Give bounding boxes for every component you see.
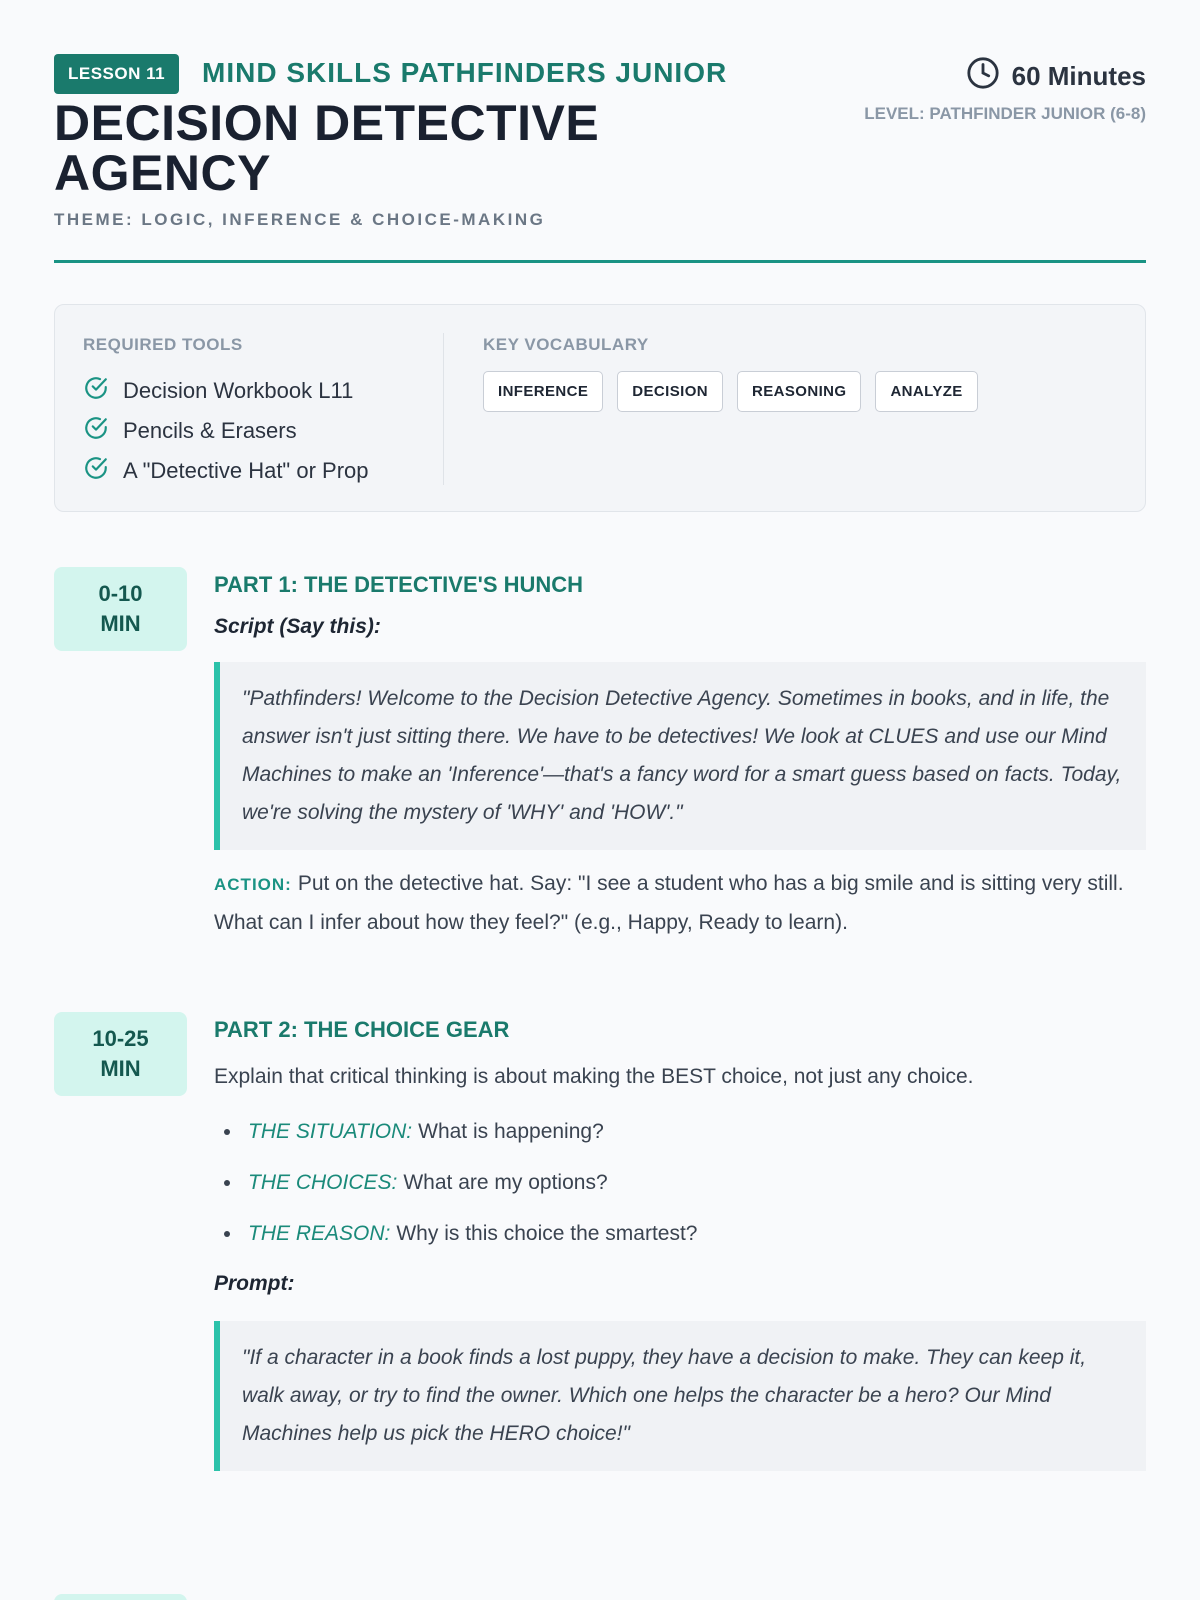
time-unit: MIN (100, 611, 141, 636)
section-title: PART 1: THE DETECTIVE'S HUNCH (214, 572, 584, 597)
lesson-badge: LESSON 11 (54, 54, 179, 94)
time-badge (54, 1012, 187, 1096)
vocab-chip: DECISION (617, 371, 723, 412)
header-divider (54, 260, 1146, 263)
step-text: What are my options? (403, 1171, 608, 1194)
tools-list (83, 371, 423, 491)
step-text: Why is this choice the smartest? (396, 1222, 698, 1245)
tool-label: A "Detective Hat" or Prop (123, 458, 369, 483)
program-name: MIND SKILLS PATHFINDERS JUNIOR (202, 57, 728, 88)
list-item (214, 1219, 1146, 1270)
script-label: Script (Say this): (214, 615, 381, 638)
tool-label: Decision Workbook L11 (123, 378, 354, 403)
duration-text: 60 Minutes (1011, 61, 1146, 91)
action-block (214, 865, 1146, 942)
card-divider (443, 333, 444, 485)
lesson-page (54, 0, 1146, 1445)
level-text: LEVEL: PATHFINDER JUNIOR (6-8) (864, 104, 1146, 123)
tool-label: Pencils & Erasers (123, 418, 297, 443)
list-item (83, 371, 423, 411)
clock-icon (966, 56, 1000, 97)
list-item (214, 1117, 1146, 1168)
script-quote: "Pathfinders! Welcome to the Decision Detective Agency. Sometimes in books, and in life, the answer isn't just sitting there. We have to be detectives! We look at CLUES and use our Mind Machines to make an 'Inference'—that's a fancy word for a smart guess based on facts. Today, we're solving the mystery of 'WHY' and 'HOW'." (214, 662, 1146, 850)
time-range: 10-25 (92, 1026, 149, 1051)
lesson-theme: THEME: LOGIC, INFERENCE & CHOICE-MAKING (54, 210, 546, 229)
vocab-chips (483, 371, 978, 412)
time-badge (54, 567, 187, 651)
prompt-quote: "If a character in a book finds a lost puppy, they have a decision to make. They can keep it, walk away, or try to find the owner. Which one helps the character be a hero? Our Mind Machines help us pick the HERO choice!" (214, 1321, 1146, 1471)
required-tools (83, 335, 423, 491)
vocab-label: KEY VOCABULARY (483, 335, 649, 354)
key-vocabulary (483, 335, 978, 412)
vocab-chip: INFERENCE (483, 371, 603, 412)
step-term: THE CHOICES: (248, 1171, 398, 1194)
duration (966, 56, 1146, 97)
section-explain: Explain that critical thinking is about making the BEST choice, not just any choice. (214, 1065, 974, 1088)
list-item (83, 451, 423, 491)
lesson-title: DECISION DETECTIVE AGENCY (54, 95, 600, 201)
check-circle-icon (83, 375, 109, 407)
vocab-chip: REASONING (737, 371, 861, 412)
action-text: Put on the detective hat. Say: "I see a student who has a big smile and is sitting very still. What can I infer about how they feel?" (e.g., Happy, Ready to learn). (214, 872, 1124, 934)
lesson-header (54, 0, 1146, 266)
choice-steps-list (214, 1117, 1146, 1270)
section-body (214, 567, 1146, 942)
section-body (214, 1012, 1146, 1471)
time-range: 0-10 (98, 581, 143, 606)
vocab-chip: ANALYZE (875, 371, 977, 412)
section-part-1 (54, 567, 1146, 967)
check-circle-icon (83, 415, 109, 447)
next-time-badge (54, 1594, 187, 1600)
section-title: PART 2: THE CHOICE GEAR (214, 1017, 510, 1042)
step-term: THE REASON: (248, 1222, 391, 1245)
section-part-2 (54, 1012, 1146, 1512)
action-label: ACTION: (214, 875, 292, 894)
prompt-label: Prompt: (214, 1272, 295, 1295)
check-circle-icon (83, 455, 109, 487)
time-unit: MIN (100, 1056, 141, 1081)
step-term: THE SITUATION: (248, 1120, 413, 1143)
tools-label: REQUIRED TOOLS (83, 335, 243, 354)
info-card (54, 304, 1146, 512)
list-item (83, 411, 423, 451)
list-item (214, 1168, 1146, 1219)
step-text: What is happening? (418, 1120, 604, 1143)
